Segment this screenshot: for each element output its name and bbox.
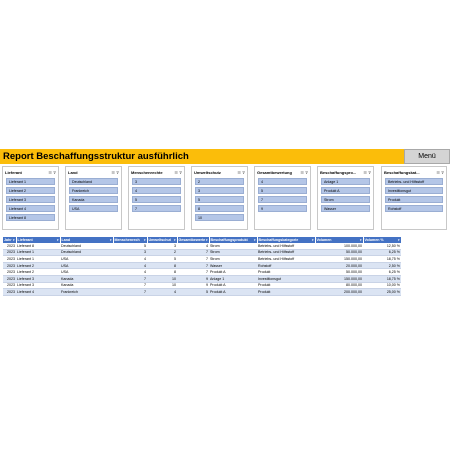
slicer-beschaffungskategorie: [381, 166, 447, 230]
slicer-header: Gesamtbewertung: [257, 170, 292, 175]
table-row: [3, 269, 401, 276]
cell-volumen[interactable]: 20.000,00: [315, 262, 363, 269]
multiselect-icon[interactable]: ☰: [111, 170, 115, 175]
slicer-item[interactable]: Lieferant 4: [6, 205, 55, 212]
slicer-item[interactable]: 3: [195, 187, 244, 194]
column-header-jahr[interactable]: Jahr ▾: [4, 238, 15, 242]
slicer-lieferant: [2, 166, 59, 230]
cell-lieferant[interactable]: Lieferant 4: [16, 289, 60, 296]
cell-beschaffungsprodukt[interactable]: Anlage 1: [209, 275, 257, 282]
slicer-item[interactable]: Betriebs- und Hilfsstoff: [385, 178, 443, 185]
clear-filter-icon[interactable]: ⊽: [242, 170, 245, 175]
cell-lieferant[interactable]: Lieferant 2: [16, 262, 60, 269]
slicer-item[interactable]: Produkt A: [321, 187, 370, 194]
slicer-item[interactable]: 7: [258, 196, 307, 203]
cell-beschaffungsprodukt[interactable]: Produkt A: [209, 269, 257, 276]
filter-dropdown-icon: ▾: [56, 238, 59, 242]
cell-umweltschutz[interactable]: 10: [147, 275, 177, 282]
column-header-beschaffungsprodukt[interactable]: Beschaffungsprodukt ▾: [210, 238, 256, 242]
column-header-menschenrechte[interactable]: Menschenrech ▾: [114, 238, 146, 242]
slicer-item[interactable]: 3: [132, 178, 181, 185]
cell-land[interactable]: Deutschland: [60, 243, 113, 249]
cell-volumen-prozent[interactable]: 18,75 %: [363, 275, 401, 282]
column-header-lieferant[interactable]: Lieferant ▾: [17, 238, 59, 242]
slicer-item[interactable]: Lieferant 8: [6, 214, 55, 221]
cell-beschaffungsprodukt[interactable]: Strom: [209, 243, 257, 249]
cell-volumen[interactable]: 100.000,00: [315, 243, 363, 249]
slicer-item[interactable]: Deutschland: [69, 178, 118, 185]
column-header-gesamtbewertung[interactable]: Gesamtbewerte ▾: [178, 238, 208, 242]
cell-volumen[interactable]: 200.000,00: [315, 289, 363, 296]
slicer-item[interactable]: Lieferant 2: [6, 187, 55, 194]
cell-land[interactable]: USA: [60, 262, 113, 269]
table-row: [3, 262, 401, 269]
cell-umweltschutz[interactable]: 8: [147, 269, 177, 276]
table-row: [3, 249, 401, 256]
cell-beschaffungsprodukt[interactable]: Produkt A: [209, 289, 257, 296]
table-row: [3, 275, 401, 282]
cell-menschenrechte[interactable]: 7: [113, 289, 147, 296]
cell-beschaffungskategorie[interactable]: Betriebs- und Hilfsstoff: [257, 243, 315, 249]
slicer-item[interactable]: Kanada: [69, 196, 118, 203]
cell-menschenrechte[interactable]: 3: [113, 249, 147, 256]
cell-beschaffungskategorie[interactable]: Produkt: [257, 289, 315, 296]
cell-beschaffungskategorie[interactable]: Betriebs- und Hilfsstoff: [257, 256, 315, 263]
filter-dropdown-icon: ▾: [359, 238, 362, 242]
cell-beschaffungsprodukt[interactable]: Produkt A: [209, 282, 257, 289]
cell-beschaffungskategorie[interactable]: Investitionsgut: [257, 275, 315, 282]
clear-filter-icon[interactable]: ⊽: [305, 170, 308, 175]
cell-beschaffungsprodukt[interactable]: Strom: [209, 256, 257, 263]
cell-jahr[interactable]: 2023: [3, 269, 16, 276]
column-header-volumen[interactable]: Volumen ▾: [316, 238, 362, 242]
cell-lieferant[interactable]: Lieferant 2: [16, 269, 60, 276]
slicer-item[interactable]: 4: [132, 187, 181, 194]
filter-dropdown-icon: ▾: [205, 238, 208, 242]
cell-land[interactable]: Kanada: [60, 282, 113, 289]
table-row: [3, 282, 401, 289]
cell-volumen-prozent[interactable]: 12,50 %: [363, 243, 401, 249]
filter-dropdown-icon: ▾: [109, 238, 112, 242]
cell-umweltschutz[interactable]: 4: [147, 289, 177, 296]
cell-menschenrechte[interactable]: 7: [113, 282, 147, 289]
slicer-item[interactable]: Lieferant 3: [6, 196, 55, 203]
filter-dropdown-icon: ▾: [311, 238, 314, 242]
cell-volumen[interactable]: 150.000,00: [315, 256, 363, 263]
cell-umweltschutz[interactable]: 3: [147, 243, 177, 249]
column-header-volumen-prozent[interactable]: Volumen % ▾: [364, 238, 400, 242]
slicer-item[interactable]: 7: [132, 205, 181, 212]
slicer-header: Menschenrechte: [131, 170, 163, 175]
cell-volumen-prozent[interactable]: 2,50 %: [363, 262, 401, 269]
cell-lieferant[interactable]: Lieferant 1: [16, 256, 60, 263]
cell-beschaffungskategorie[interactable]: Betriebs- und Hilfsstoff: [257, 249, 315, 256]
cell-menschenrechte[interactable]: 4: [113, 256, 147, 263]
cell-volumen-prozent[interactable]: 6,25 %: [363, 269, 401, 276]
slicer-item[interactable]: 4: [258, 178, 307, 185]
cell-volumen[interactable]: 150.000,00: [315, 275, 363, 282]
report-title: Report Beschaffungsstruktur ausführlich: [0, 149, 404, 164]
multiselect-icon[interactable]: ☰: [363, 170, 367, 175]
cell-lieferant[interactable]: Lieferant 3: [16, 282, 60, 289]
cell-jahr[interactable]: 2023: [3, 262, 16, 269]
column-header-umweltschutz[interactable]: Umweltschut ▾: [148, 238, 176, 242]
cell-land[interactable]: Frankreich: [60, 289, 113, 296]
slicer-item[interactable]: Produkt: [385, 196, 443, 203]
slicer-header: Beschaffungspro...: [320, 170, 357, 175]
clear-filter-icon[interactable]: ⊽: [368, 170, 371, 175]
clear-filter-icon[interactable]: ⊽: [116, 170, 119, 175]
cell-menschenrechte[interactable]: 4: [113, 262, 147, 269]
cell-jahr[interactable]: 2023: [3, 275, 16, 282]
report-table: [3, 237, 402, 296]
cell-volumen-prozent[interactable]: 10,00 %: [363, 282, 401, 289]
cell-beschaffungskategorie[interactable]: Produkt: [257, 269, 315, 276]
slicer-item[interactable]: Frankreich: [69, 187, 118, 194]
cell-volumen-prozent[interactable]: 6,25 %: [363, 249, 401, 256]
cell-volumen[interactable]: 50.000,00: [315, 249, 363, 256]
slicer-beschaffungsprodukt: [317, 166, 374, 230]
slicer-item[interactable]: 9: [258, 205, 307, 212]
filter-dropdown-icon: ▾: [143, 238, 146, 242]
cell-gesamtbewertung[interactable]: 4: [177, 243, 209, 249]
clear-filter-icon[interactable]: ⊽: [441, 170, 444, 175]
clear-filter-icon[interactable]: ⊽: [53, 170, 56, 175]
cell-beschaffungsprodukt[interactable]: Strom: [209, 249, 257, 256]
cell-volumen[interactable]: 50.000,00: [315, 269, 363, 276]
slicer-gesamtbewertung: [254, 166, 311, 230]
slicer-item[interactable]: Anlage 1: [321, 178, 370, 185]
cell-beschaffungskategorie[interactable]: Rohstoff: [257, 262, 315, 269]
slicer-item[interactable]: Lieferant 1: [6, 178, 55, 185]
cell-gesamtbewertung[interactable]: 7: [177, 262, 209, 269]
slicer-header: Umweltschutz: [194, 170, 221, 175]
slicer-item[interactable]: Investitionsgut: [385, 187, 443, 194]
cell-gesamtbewertung[interactable]: 5: [177, 289, 209, 296]
menu-button[interactable]: Menü: [404, 149, 450, 164]
cell-lieferant[interactable]: Lieferant 1: [16, 249, 60, 256]
cell-volumen-prozent[interactable]: 25,00 %: [363, 289, 401, 296]
filter-dropdown-icon: ▾: [397, 238, 400, 242]
cell-beschaffungskategorie[interactable]: Produkt: [257, 282, 315, 289]
filter-dropdown-icon: ▾: [12, 238, 15, 242]
table-row: [3, 289, 401, 296]
slicer-header: Beschaffungskat...: [384, 170, 420, 175]
cell-jahr[interactable]: 2023: [3, 256, 16, 263]
filter-dropdown-icon: ▾: [173, 238, 176, 242]
cell-jahr[interactable]: 2023: [3, 289, 16, 296]
table-row: [3, 256, 401, 263]
multiselect-icon[interactable]: ☰: [300, 170, 304, 175]
slicer-panel: [0, 166, 450, 230]
filter-dropdown-icon: ▾: [253, 238, 256, 242]
cell-gesamtbewertung[interactable]: 7: [177, 269, 209, 276]
cell-volumen[interactable]: 80.000,00: [315, 282, 363, 289]
cell-gesamtbewertung[interactable]: 7: [177, 256, 209, 263]
cell-land[interactable]: USA: [60, 256, 113, 263]
cell-land[interactable]: Deutschland: [60, 249, 113, 256]
slicer-item[interactable]: Rohstoff: [385, 205, 443, 212]
slicer-menschenrechte: [128, 166, 185, 230]
slicer-item[interactable]: 5: [132, 196, 181, 203]
slicer-item[interactable]: 10: [195, 214, 244, 221]
slicer-item[interactable]: 5: [195, 196, 244, 203]
cell-land[interactable]: USA: [60, 269, 113, 276]
cell-jahr[interactable]: 2023: [3, 243, 16, 249]
multiselect-icon[interactable]: ☰: [48, 170, 52, 175]
cell-gesamtbewertung[interactable]: 9: [177, 275, 209, 282]
slicer-item[interactable]: Wasser: [321, 205, 370, 212]
cell-jahr[interactable]: 2023: [3, 282, 16, 289]
column-header-beschaffungskategorie[interactable]: Beschaffungskategorie ▾: [258, 238, 314, 242]
cell-beschaffungsprodukt[interactable]: Wasser: [209, 262, 257, 269]
cell-menschenrechte[interactable]: 7: [113, 275, 147, 282]
clear-filter-icon[interactable]: ⊽: [179, 170, 182, 175]
cell-menschenrechte[interactable]: 5: [113, 243, 147, 249]
slicer-item[interactable]: 5: [258, 187, 307, 194]
cell-volumen-prozent[interactable]: 18,75 %: [363, 256, 401, 263]
cell-lieferant[interactable]: Lieferant 8: [16, 243, 60, 249]
slicer-header: Lieferant: [5, 170, 22, 175]
cell-umweltschutz[interactable]: 5: [147, 256, 177, 263]
cell-gesamtbewertung[interactable]: 7: [177, 249, 209, 256]
slicer-umweltschutz: [191, 166, 248, 230]
slicer-item[interactable]: 8: [195, 205, 244, 212]
multiselect-icon[interactable]: ☰: [174, 170, 178, 175]
cell-lieferant[interactable]: Lieferant 3: [16, 275, 60, 282]
slicer-land: [65, 166, 122, 230]
multiselect-icon[interactable]: ☰: [436, 170, 440, 175]
cell-gesamtbewertung[interactable]: 9: [177, 282, 209, 289]
slicer-item[interactable]: USA: [69, 205, 118, 212]
multiselect-icon[interactable]: ☰: [237, 170, 241, 175]
cell-umweltschutz[interactable]: 8: [147, 262, 177, 269]
cell-jahr[interactable]: 2023: [3, 249, 16, 256]
slicer-item[interactable]: Strom: [321, 196, 370, 203]
cell-umweltschutz[interactable]: 10: [147, 282, 177, 289]
column-header-land[interactable]: Land ▾: [61, 238, 112, 242]
cell-land[interactable]: Kanada: [60, 275, 113, 282]
slicer-header: Land: [68, 170, 78, 175]
cell-umweltschutz[interactable]: 2: [147, 249, 177, 256]
cell-menschenrechte[interactable]: 4: [113, 269, 147, 276]
slicer-item[interactable]: 2: [195, 178, 244, 185]
